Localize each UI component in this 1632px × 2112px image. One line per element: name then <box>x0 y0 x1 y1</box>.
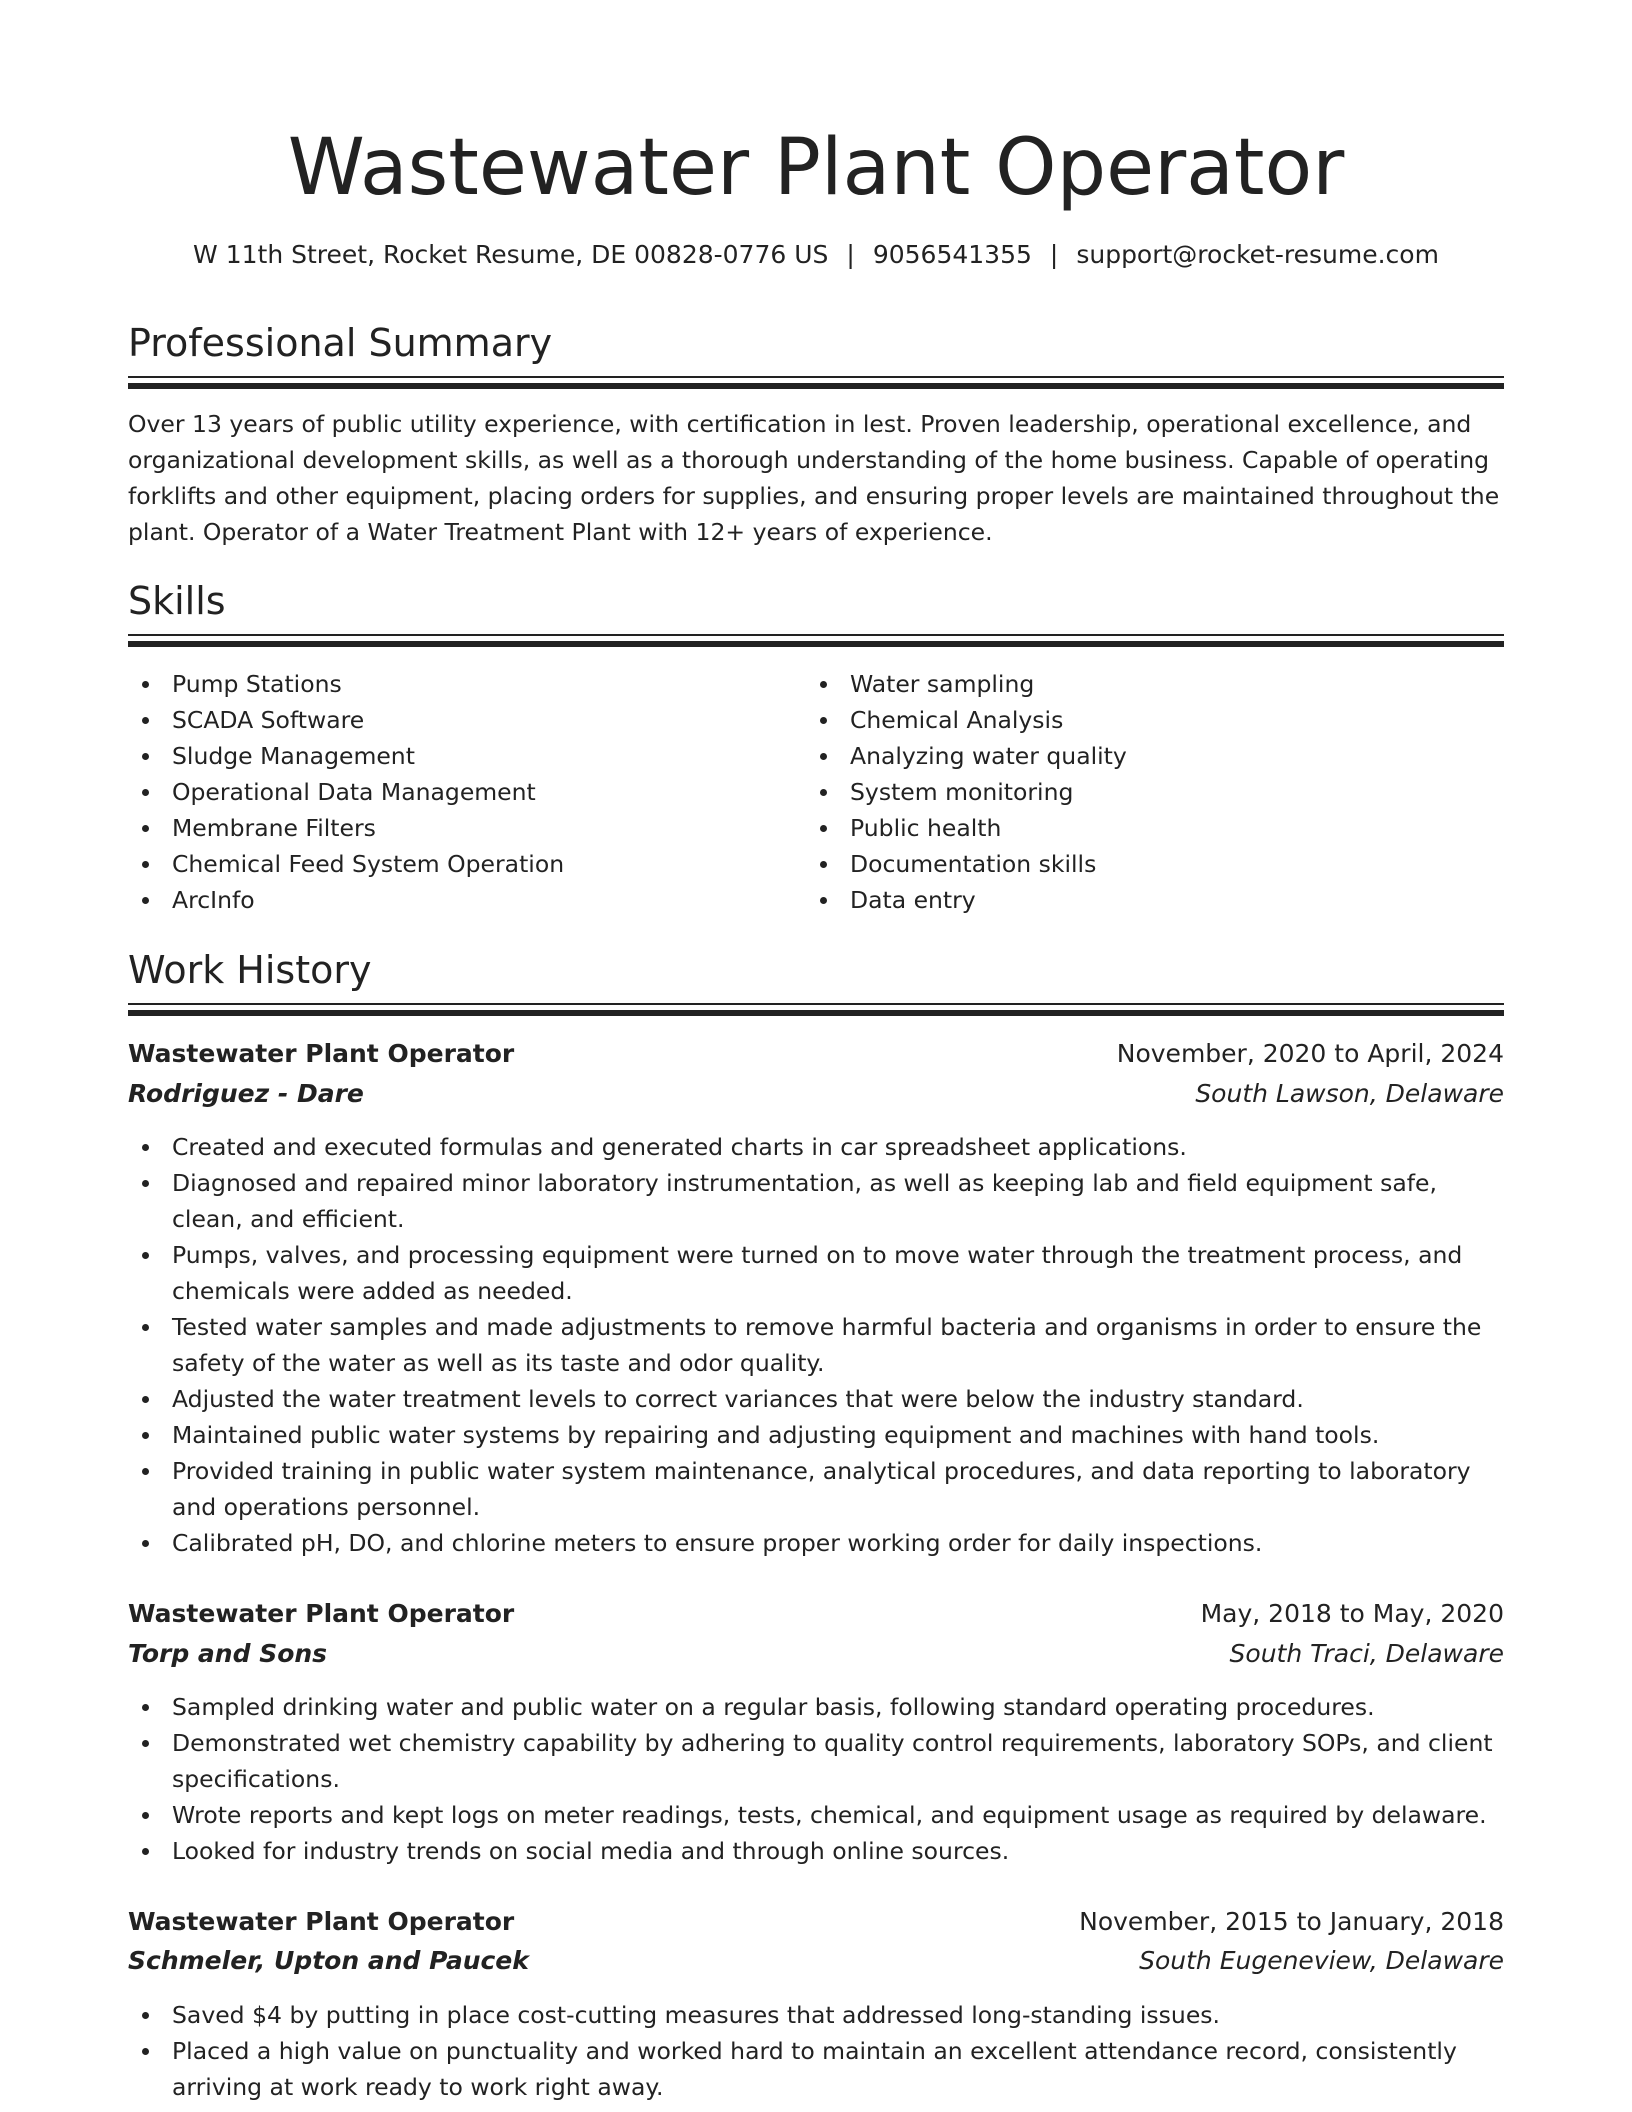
job-company: Torp and Sons <box>128 1639 328 1668</box>
job-bullet: Calibrated pH, DO, and chlorine meters to ensure proper working order for daily inspections. <box>128 1525 1504 1561</box>
section-title-skills: Skills <box>128 579 226 623</box>
job-bullets <box>128 1689 1504 1869</box>
job-title: Wastewater Plant Operator <box>128 1039 515 1068</box>
section-rule <box>128 1003 1504 1016</box>
job-bullet: Created and executed formulas and generated charts in car spreadsheet applications. <box>128 1129 1504 1165</box>
summary-text: Over 13 years of public utility experience, with certification in lest. Proven leadership, operational excellence, and organizational development skills, as well as a thorough understanding of the home business. Capable of operating forklifts and other equipment, placing orders for supplies, and ensuring proper levels are maintained throughout the plant. Operator of a Water Treatment Plant with 12+ years of experience. <box>128 410 1500 546</box>
job-bullets <box>128 1129 1504 1561</box>
section-rule <box>128 376 1504 389</box>
job-company: Schmeler, Upton and Paucek <box>128 1946 529 1975</box>
skill-item: Analyzing water quality <box>806 738 1504 774</box>
section-title-summary: Professional Summary <box>128 321 553 365</box>
job-location: South Lawson, Delaware <box>1195 1079 1504 1108</box>
skill-item: Membrane Filters <box>128 810 798 846</box>
job-bullet: Sampled drinking water and public water on a regular basis, following standard operating procedures. <box>128 1689 1504 1725</box>
job-dates: May, 2018 to May, 2020 <box>1200 1599 1504 1628</box>
job-dates: November, 2020 to April, 2024 <box>1116 1039 1504 1068</box>
job-bullet: Pumps, valves, and processing equipment were turned on to move water through the treatment process, and chemicals were added as needed. <box>128 1237 1504 1309</box>
contact-email: support@rocket-resume.com <box>1076 240 1439 269</box>
skill-item: Public health <box>806 810 1504 846</box>
job-dates: November, 2015 to January, 2018 <box>1079 1907 1504 1936</box>
skill-item: Data entry <box>806 882 1504 918</box>
job-title: Wastewater Plant Operator <box>128 1599 515 1628</box>
job-bullet: Wrote reports and kept logs on meter readings, tests, chemical, and equipment usage as required by delaware. <box>128 1797 1504 1833</box>
skill-item: System monitoring <box>806 774 1504 810</box>
contact-address: W 11th Street, Rocket Resume, DE 00828-0776 US <box>193 240 829 269</box>
skills-list-left <box>128 666 798 918</box>
contact-separator: | <box>846 240 855 269</box>
job-bullets <box>128 1997 1504 2105</box>
skills-list-right <box>806 666 1504 918</box>
resume-name: Wastewater Plant Operator <box>287 123 1345 213</box>
job-bullet: Tested water samples and made adjustments to remove harmful bacteria and organisms in order to ensure the safety of the water as well as its taste and odor quality. <box>128 1309 1504 1381</box>
job-bullet: Demonstrated wet chemistry capability by adhering to quality control requirements, laboratory SOPs, and client specifications. <box>128 1725 1504 1797</box>
skill-item: Sludge Management <box>128 738 798 774</box>
job-bullet: Maintained public water systems by repairing and adjusting equipment and machines with hand tools. <box>128 1417 1504 1453</box>
job-bullet: Saved $4 by putting in place cost-cutting measures that addressed long-standing issues. <box>128 1997 1504 2033</box>
job-title: Wastewater Plant Operator <box>128 1907 515 1936</box>
job-location: South Traci, Delaware <box>1229 1639 1504 1668</box>
skill-item: Operational Data Management <box>128 774 798 810</box>
job-company: Rodriguez - Dare <box>128 1079 364 1108</box>
job-location: South Eugeneview, Delaware <box>1139 1946 1504 1975</box>
contact-separator: | <box>1049 240 1059 269</box>
section-title-work: Work History <box>128 948 372 992</box>
skill-item: ArcInfo <box>128 882 798 918</box>
job-bullet: Diagnosed and repaired minor laboratory instrumentation, as well as keeping lab and field equipment safe, clean, and efficient. <box>128 1165 1504 1237</box>
job-bullet: Provided training in public water system maintenance, analytical procedures, and data reporting to laboratory and operations personnel. <box>128 1453 1504 1525</box>
skill-item: Chemical Analysis <box>806 702 1504 738</box>
job-bullet: Adjusted the water treatment levels to correct variances that were below the industry standard. <box>128 1381 1504 1417</box>
job-bullet: Looked for industry trends on social media and through online sources. <box>128 1833 1504 1869</box>
skill-item: Chemical Feed System Operation <box>128 846 798 882</box>
job-bullet: Placed a high value on punctuality and worked hard to maintain an excellent attendance record, consistently arriving at work ready to work right away. <box>128 2033 1504 2105</box>
section-rule <box>128 634 1504 647</box>
skill-item: Pump Stations <box>128 666 798 702</box>
skill-item: Water sampling <box>806 666 1504 702</box>
skill-item: Documentation skills <box>806 846 1504 882</box>
contact-line <box>128 238 1504 272</box>
contact-phone: 9056541355 <box>872 240 1032 269</box>
skill-item: SCADA Software <box>128 702 798 738</box>
